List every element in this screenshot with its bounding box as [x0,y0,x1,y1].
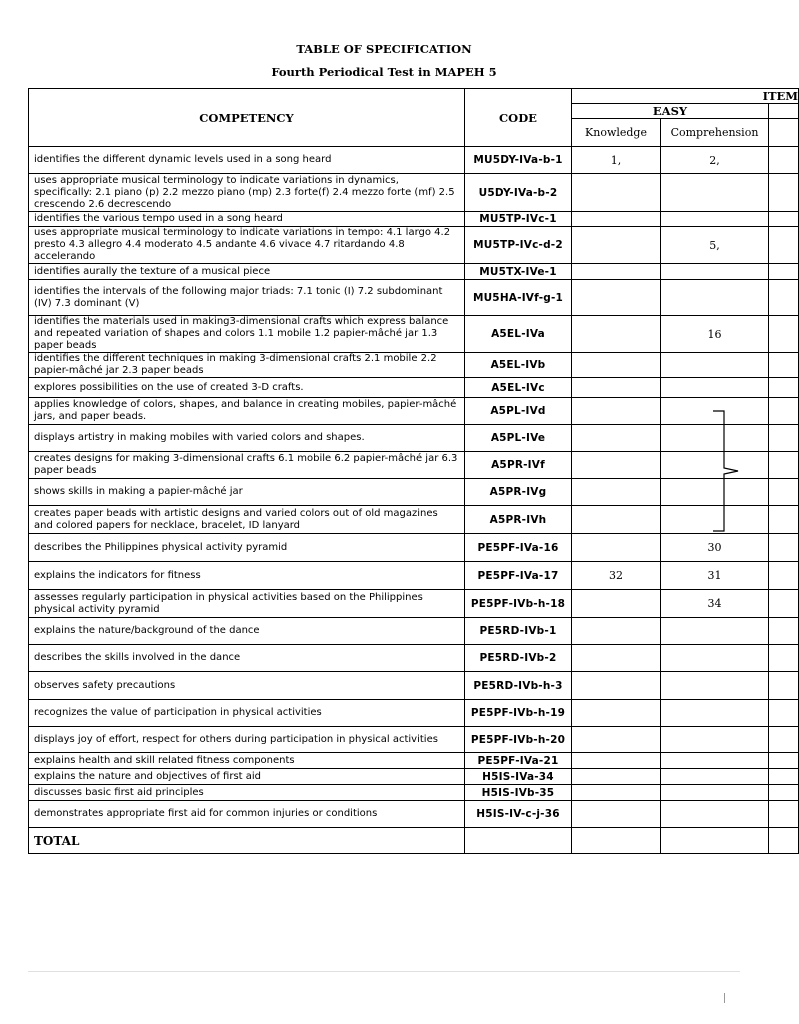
header-items: ITEM [572,89,799,104]
extra-cell [769,801,799,828]
code-cell: PE5PF-IVb-h-18 [465,590,572,618]
knowledge-cell [572,534,661,562]
comprehension-cell [661,174,769,212]
comprehension-cell: 31 [661,562,769,590]
table-row [29,769,799,785]
competency-cell: uses appropriate musical terminology to indicate variations in dynamics, specifically: 2.1 piano (p) 2.2 mezzo piano (mp) 2.3 forte(f) 2.4 mezzo forte (mf) 2.5 crescendo 2.6 decrescendo [29,174,465,212]
extra-cell [769,353,799,378]
competency-cell: creates designs for making 3-dimensional crafts 6.1 mobile 6.2 papier-mâché jar 6.3 paper beads [29,452,465,479]
knowledge-cell [572,769,661,785]
extra-cell [769,425,799,452]
table-row [29,353,799,378]
header-spacer [769,104,799,119]
competency-cell: applies knowledge of colors, shapes, and balance in creating mobiles, papier-mâché jars, and paper beads. [29,398,465,425]
code-cell: MU5HA-IVf-g-1 [465,280,572,316]
knowledge-cell [572,506,661,534]
knowledge-cell: 32 [572,562,661,590]
competency-cell: identifies aurally the texture of a musical piece [29,264,465,280]
knowledge-cell [572,452,661,479]
extra-cell [769,280,799,316]
comprehension-cell: 16 [661,316,769,353]
table-row [29,645,799,672]
code-cell: MU5TP-IVc-d-2 [465,227,572,264]
competency-cell: describes the Philippines physical activity pyramid [29,534,465,562]
knowledge-cell [572,212,661,227]
knowledge-cell [572,378,661,398]
comprehension-cell [661,785,769,801]
comprehension-cell: 30 [661,534,769,562]
code-cell: PE5PF-IVa-16 [465,534,572,562]
total-extra-cell [769,828,799,854]
code-cell: MU5DY-IVa-b-1 [465,147,572,174]
table-row [29,700,799,727]
competency-cell: explains the indicators for fitness [29,562,465,590]
competency-cell: displays artistry in making mobiles with varied colors and shapes. [29,425,465,452]
page-marker [724,993,725,1003]
code-cell: A5PL-IVe [465,425,572,452]
code-cell: A5EL-IVa [465,316,572,353]
extra-cell [769,479,799,506]
code-cell: H5IS-IVb-35 [465,785,572,801]
knowledge-cell [572,264,661,280]
table-row [29,174,799,212]
knowledge-cell [572,316,661,353]
knowledge-cell [572,785,661,801]
extra-cell [769,316,799,353]
table-row [29,618,799,645]
knowledge-cell [572,645,661,672]
knowledge-cell [572,672,661,700]
extra-cell [769,618,799,645]
table-row [29,378,799,398]
table-row [29,425,799,452]
extra-cell [769,672,799,700]
table-row [29,727,799,753]
header-competency: COMPETENCY [29,89,465,147]
knowledge-cell [572,280,661,316]
knowledge-cell [572,727,661,753]
header-code: CODE [465,89,572,147]
code-cell: PE5PF-IVb-h-19 [465,700,572,727]
header-comprehension: Comprehension [661,119,769,147]
comprehension-cell: 34 [661,590,769,618]
table-row [29,590,799,618]
code-cell: A5PR-IVh [465,506,572,534]
comprehension-cell [661,280,769,316]
table-row [29,280,799,316]
extra-cell [769,147,799,174]
table-row [29,316,799,353]
competency-cell: demonstrates appropriate first aid for common injuries or conditions [29,801,465,828]
page-divider [28,971,740,972]
table-row [29,785,799,801]
extra-cell [769,785,799,801]
table-row [29,506,799,534]
competency-cell: shows skills in making a papier-mâché jar [29,479,465,506]
competency-cell: recognizes the value of participation in physical activities [29,700,465,727]
competency-cell: explores possibilities on the use of created 3-D crafts. [29,378,465,398]
competency-cell: discusses basic first aid principles [29,785,465,801]
table-row [29,264,799,280]
table-row [29,562,799,590]
extra-cell [769,753,799,769]
competency-cell: explains the nature and objectives of first aid [29,769,465,785]
competency-cell: displays joy of effort, respect for others during participation in physical activities [29,727,465,753]
knowledge-cell: 1, [572,147,661,174]
document-title: TABLE OF SPECIFICATION [296,42,472,56]
competency-cell: assesses regularly participation in physical activities based on the Philippines physical activity pyramid [29,590,465,618]
table-row [29,452,799,479]
knowledge-cell [572,753,661,769]
extra-cell [769,378,799,398]
code-cell: H5IS-IV-c-j-36 [465,801,572,828]
knowledge-cell [572,618,661,645]
competency-cell: identifies the intervals of the following major triads: 7.1 tonic (I) 7.2 subdominant (IV) 7.3 dominant (V) [29,280,465,316]
code-cell: PE5PF-IVa-17 [465,562,572,590]
total-code-cell [465,828,572,854]
competency-cell: describes the skills involved in the dance [29,645,465,672]
competency-cell: creates paper beads with artistic designs and varied colors out of old magazines and colored papers for necklace, bracelet, ID lanyard [29,506,465,534]
header-knowledge: Knowledge [572,119,661,147]
comprehension-cell [661,264,769,280]
code-cell: PE5PF-IVa-21 [465,753,572,769]
table-row [29,479,799,506]
extra-cell [769,590,799,618]
competency-cell: identifies the materials used in making3-dimensional crafts which express balance and repeated variation of shapes and colors 1.1 mobile 1.2 papier-mâché jar 1.3 paper beads [29,316,465,353]
code-cell: MU5TX-IVe-1 [465,264,572,280]
knowledge-cell [572,590,661,618]
table-body [29,147,799,828]
competency-cell: identifies the various tempo used in a song heard [29,212,465,227]
comprehension-cell: 2, [661,147,769,174]
code-cell: H5IS-IVa-34 [465,769,572,785]
comprehension-cell [661,618,769,645]
comprehension-cell [661,700,769,727]
extra-cell [769,506,799,534]
table-row [29,398,799,425]
knowledge-cell [572,700,661,727]
code-cell: A5EL-IVc [465,378,572,398]
knowledge-cell [572,353,661,378]
curly-brace-icon [710,410,740,532]
competency-cell: uses appropriate musical terminology to indicate variations in tempo: 4.1 largo 4.2 presto 4.3 allegro 4.4 moderato 4.5 andante 4.6 vivace 4.7 ritardando 4.8 accelerando [29,227,465,264]
extra-cell [769,727,799,753]
extra-cell [769,227,799,264]
extra-cell [769,398,799,425]
comprehension-cell [661,378,769,398]
code-cell: PE5PF-IVb-h-20 [465,727,572,753]
knowledge-cell [572,174,661,212]
comprehension-cell [661,769,769,785]
extra-cell [769,645,799,672]
comprehension-cell [661,753,769,769]
header-spacer [769,119,799,147]
code-cell: PE5RD-IVb-h-3 [465,672,572,700]
code-cell: MU5TP-IVc-1 [465,212,572,227]
comprehension-cell [661,212,769,227]
competency-cell: explains the nature/background of the dance [29,618,465,645]
extra-cell [769,212,799,227]
comprehension-cell [661,727,769,753]
table-row [29,212,799,227]
code-cell: A5EL-IVb [465,353,572,378]
extra-cell [769,452,799,479]
extra-cell [769,562,799,590]
table-row [29,147,799,174]
competency-cell: observes safety precautions [29,672,465,700]
competency-cell: identifies the different techniques in making 3-dimensional crafts 2.1 mobile 2.2 papier-mâché jar 2.3 paper beads [29,353,465,378]
table-row [29,227,799,264]
comprehension-cell [661,801,769,828]
comprehension-cell [661,645,769,672]
extra-cell [769,534,799,562]
comprehension-cell [661,672,769,700]
table-row [29,672,799,700]
document-subtitle: Fourth Periodical Test in MAPEH 5 [271,65,497,79]
total-comprehension-cell [661,828,769,854]
knowledge-cell [572,227,661,264]
extra-cell [769,700,799,727]
knowledge-cell [572,398,661,425]
extra-cell [769,769,799,785]
knowledge-cell [572,479,661,506]
code-cell: A5PL-IVd [465,398,572,425]
total-label: TOTAL [29,828,465,854]
code-cell: A5PR-IVg [465,479,572,506]
comprehension-cell: 5, [661,227,769,264]
header-easy: EASY [572,104,769,119]
competency-cell: explains health and skill related fitness components [29,753,465,769]
code-cell: A5PR-IVf [465,452,572,479]
code-cell: U5DY-IVa-b-2 [465,174,572,212]
table-row [29,801,799,828]
extra-cell [769,264,799,280]
knowledge-cell [572,425,661,452]
extra-cell [769,174,799,212]
competency-cell: identifies the different dynamic levels used in a song heard [29,147,465,174]
code-cell: PE5RD-IVb-2 [465,645,572,672]
specification-table [28,88,799,854]
comprehension-cell [661,353,769,378]
table-row [29,534,799,562]
knowledge-cell [572,801,661,828]
code-cell: PE5RD-IVb-1 [465,618,572,645]
total-knowledge-cell [572,828,661,854]
table-row [29,753,799,769]
